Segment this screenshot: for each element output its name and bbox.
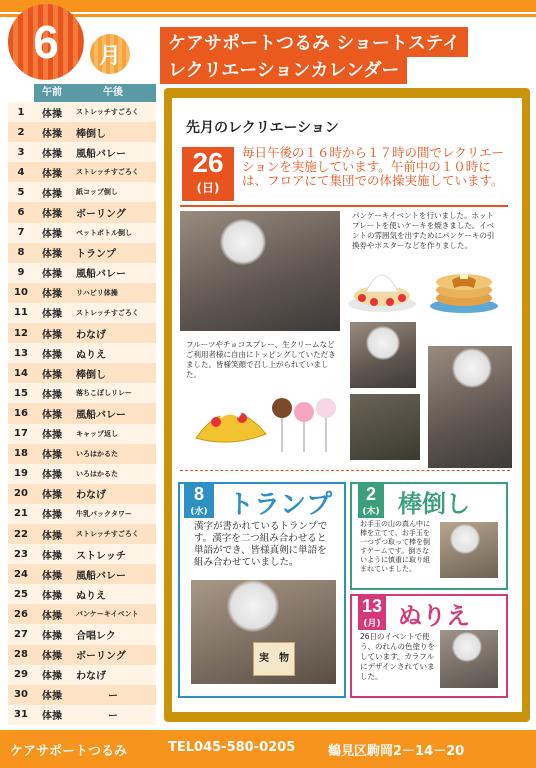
footer-address: 鶴見区駒岡2－14－20 — [328, 744, 465, 759]
row-pm-activity: 合唱レク — [76, 630, 116, 642]
row-am-activity: 体操 — [42, 209, 62, 221]
row-am-activity: 体操 — [42, 671, 62, 683]
footer-name: ケアサポートつるみ — [10, 744, 128, 759]
schedule-row — [8, 424, 156, 444]
row-am-activity: 体操 — [42, 249, 62, 261]
schedule-row — [8, 263, 156, 283]
row-pm-activity: トランプ — [76, 249, 116, 261]
row-am-activity: 体操 — [42, 691, 62, 703]
row-pm-activity: ぬりえ — [76, 590, 106, 602]
schedule-row — [8, 102, 156, 122]
row-pm-activity: ストレッチすごろく — [76, 108, 139, 117]
title-line-1: ケアサポートつるみ ショートステイ — [160, 27, 468, 57]
row-pm-activity: 風船バレー — [76, 409, 126, 421]
schedule-row — [8, 223, 156, 243]
schedule-row — [8, 705, 156, 725]
schedule-row — [8, 645, 156, 665]
schedule-row — [8, 202, 156, 222]
row-pm-activity: ストレッチ — [76, 550, 126, 562]
row-day: 3 — [17, 146, 25, 158]
bou-weekday: (木) — [362, 507, 380, 517]
bou-text: お手玉の山の真ん中に棒を立てて、お手玉を一つずつ取って棒を倒すゲームです。倒さないように慎重に取り組まれていました。 — [360, 520, 430, 573]
event-weekday: (日) — [196, 181, 220, 195]
photo-nurie — [440, 630, 498, 688]
photo-trump — [191, 580, 336, 684]
row-pm-activity: 棒倒し — [76, 128, 106, 140]
schedule-row — [8, 564, 156, 584]
row-day: 27 — [14, 628, 28, 640]
schedule-row — [8, 484, 156, 504]
row-day: 15 — [14, 387, 28, 399]
row-am-activity: 体操 — [42, 711, 62, 723]
schedule-row — [8, 243, 156, 263]
row-day: 16 — [14, 407, 28, 419]
row-pm-activity: 牛乳パックタワー — [76, 509, 132, 518]
section-divider — [180, 470, 510, 471]
row-am-activity: 体操 — [42, 550, 62, 562]
cake-pops-illustration — [268, 394, 338, 454]
row-day: 20 — [14, 488, 28, 500]
row-am-activity: 体操 — [42, 128, 62, 140]
row-pm-activity: 風船バレー — [76, 269, 126, 281]
schedule-header — [8, 84, 156, 102]
row-day: 12 — [14, 327, 28, 339]
schedule-row — [8, 162, 156, 182]
row-am-activity: 体操 — [42, 470, 62, 482]
nurie-day: 13 — [361, 596, 383, 616]
schedule-row — [8, 403, 156, 423]
row-day: 24 — [14, 568, 28, 580]
schedule-row — [8, 524, 156, 544]
month-badge — [8, 4, 84, 80]
row-pm-activity: ぬりえ — [76, 349, 106, 361]
row-am-activity: 体操 — [42, 168, 62, 180]
row-day: 10 — [14, 287, 28, 299]
schedule-row — [8, 444, 156, 464]
row-am-activity: 体操 — [42, 309, 62, 321]
row-pm-activity: ボーリング — [76, 209, 126, 221]
row-pm-activity: リハビリ体操 — [76, 288, 118, 297]
row-pm-activity: キャップ返し — [76, 429, 118, 438]
trump-text: 漢字が書かれているトランプです。漢字を二つ組み合わせると単語ができ、皆様真剣に単語を組み合わせていました。 — [194, 521, 328, 568]
row-am-activity: 体操 — [42, 430, 62, 442]
footer — [0, 730, 536, 768]
cake-illustration — [344, 262, 420, 314]
row-am-activity: 体操 — [42, 450, 62, 462]
schedule-row — [8, 685, 156, 705]
crepe-illustration — [190, 394, 272, 448]
row-day: 18 — [14, 448, 28, 460]
nurie-weekday: (月) — [363, 619, 381, 629]
trump-weekday: (水) — [190, 507, 208, 517]
row-day: 17 — [14, 428, 28, 440]
row-am-activity: 体操 — [42, 490, 62, 502]
row-pm-activity: 風船バレー — [76, 570, 126, 582]
schedule-rows — [8, 102, 156, 725]
schedule-row — [8, 464, 156, 484]
col-pm: 午後 — [70, 84, 156, 102]
schedule-row — [8, 624, 156, 644]
pancake-text: パンケーキイベントを行いました。ホットプレートを使いケーキを焼きました。イベントの雰囲気を出すためにパンケーキの引換券やポスターなどを作りました。 — [352, 211, 495, 250]
nurie-text: 26日のイベントで使う、のれんの色塗りをしています。カラフルにデザインされていました。 — [360, 632, 435, 681]
row-am-activity: 体操 — [42, 570, 62, 582]
trump-card-photo-text: 実 物 — [253, 642, 295, 676]
schedule-row — [8, 665, 156, 685]
trump-day: 8 — [193, 484, 204, 504]
row-day: 1 — [17, 106, 25, 118]
row-pm-activity: わなげ — [76, 490, 106, 502]
schedule-row — [8, 504, 156, 524]
row-am-activity: 体操 — [42, 188, 62, 200]
row-am-activity: 体操 — [42, 108, 62, 120]
row-day: 23 — [14, 548, 28, 560]
row-am-activity: 体操 — [42, 610, 62, 622]
row-pm-activity: ストレッチすごろく — [76, 308, 139, 317]
row-day: 25 — [14, 588, 28, 600]
footer-tel: TEL045-580-0205 — [168, 740, 296, 755]
row-day: 9 — [17, 267, 25, 279]
row-pm-activity: ー — [108, 691, 118, 703]
intro-rule — [180, 205, 508, 207]
schedule-row — [8, 584, 156, 604]
row-day: 22 — [14, 528, 28, 540]
row-day: 7 — [17, 227, 25, 239]
section-title: 先月のレクリエーション — [186, 120, 339, 136]
pancake-illustration — [426, 262, 502, 314]
nurie-title: ぬりえ — [398, 602, 470, 630]
row-pm-activity: パンケーキイベント — [76, 610, 139, 619]
row-day: 31 — [14, 709, 28, 721]
row-day: 2 — [17, 126, 25, 138]
row-pm-activity: 棒倒し — [76, 369, 106, 381]
row-am-activity: 体操 — [42, 590, 62, 602]
row-day: 6 — [17, 207, 25, 219]
row-pm-activity: いろはかるた — [76, 469, 118, 478]
nurie-date — [358, 596, 386, 630]
month-suffix-badge — [90, 34, 130, 74]
row-am-activity: 体操 — [42, 389, 62, 401]
row-pm-activity: いろはかるた — [76, 449, 118, 458]
row-am-activity: 体操 — [42, 409, 62, 421]
bou-title: 棒倒し — [398, 490, 470, 518]
row-day: 13 — [14, 347, 28, 359]
row-pm-activity: ボーリング — [76, 651, 126, 663]
month-number: 6 — [33, 16, 59, 68]
schedule-row — [8, 142, 156, 162]
row-am-activity: 体操 — [42, 510, 62, 522]
row-day: 4 — [17, 166, 25, 178]
schedule-row — [8, 604, 156, 624]
row-day: 28 — [14, 649, 28, 661]
trump-title: トランプ — [228, 490, 333, 520]
trump-date — [184, 484, 214, 518]
row-day: 29 — [14, 669, 28, 681]
schedule-row — [8, 343, 156, 363]
schedule-row — [8, 283, 156, 303]
row-am-activity: 体操 — [42, 269, 62, 281]
row-day: 19 — [14, 468, 28, 480]
title-line-2: レクリエーションカレンダー — [160, 54, 407, 84]
photo-pancake-event — [180, 211, 340, 331]
photo-bou — [440, 522, 498, 578]
event-day: 26 — [192, 147, 224, 178]
row-day: 14 — [14, 367, 28, 379]
schedule-row — [8, 182, 156, 202]
row-am-activity: 体操 — [42, 148, 62, 160]
row-am-activity: 体操 — [42, 229, 62, 241]
row-pm-activity: ストレッチすごろく — [76, 530, 139, 539]
month-suffix: 月 — [98, 43, 121, 69]
row-am-activity: 体操 — [42, 329, 62, 341]
schedule-row — [8, 323, 156, 343]
row-pm-activity: わなげ — [76, 329, 106, 341]
row-pm-activity: ペットボトル倒し — [76, 228, 132, 237]
row-pm-activity: わなげ — [76, 671, 106, 683]
row-am-activity: 体操 — [42, 349, 62, 361]
schedule-row — [8, 122, 156, 142]
bou-date — [358, 484, 384, 518]
schedule-table — [8, 84, 156, 725]
photo-topping-1 — [350, 322, 416, 388]
top-bar — [0, 0, 536, 12]
bou-day: 2 — [365, 484, 376, 504]
row-day: 30 — [14, 689, 28, 701]
row-day: 8 — [17, 247, 25, 259]
col-am: 午前 — [34, 84, 70, 102]
fruit-text: フルーツやチョコスプレー、生クリームなどご利用者様に自由にトッピングしていただきました。皆様笑顔で召し上がられていました。 — [186, 340, 336, 379]
row-pm-activity: 紙コップ倒し — [76, 188, 118, 197]
row-pm-activity: ー — [108, 711, 118, 723]
row-pm-activity: ストレッチすごろく — [76, 168, 139, 177]
row-day: 21 — [14, 508, 28, 520]
event-date-box — [182, 147, 234, 201]
schedule-row — [8, 383, 156, 403]
row-pm-activity: 落ちこぼしリレー — [76, 389, 132, 398]
row-am-activity: 体操 — [42, 630, 62, 642]
row-day: 11 — [14, 307, 28, 319]
row-am-activity: 体操 — [42, 369, 62, 381]
photo-resident-poster — [428, 346, 512, 468]
schedule-row — [8, 544, 156, 564]
photo-pancake-plate — [350, 394, 420, 460]
row-day: 5 — [17, 186, 25, 198]
schedule-row — [8, 363, 156, 383]
row-am-activity: 体操 — [42, 530, 62, 542]
top-bar-line — [0, 14, 536, 17]
row-am-activity: 体操 — [42, 289, 62, 301]
row-pm-activity: 風船バレー — [76, 148, 126, 160]
schedule-row — [8, 303, 156, 323]
intro-text: 毎日午後の１６時から１７時の間でレクリエーションを実施しています。午前中の１０時には、フロアにて集団での体操実施しています。 — [242, 145, 505, 188]
row-day: 26 — [14, 608, 28, 620]
row-am-activity: 体操 — [42, 651, 62, 663]
